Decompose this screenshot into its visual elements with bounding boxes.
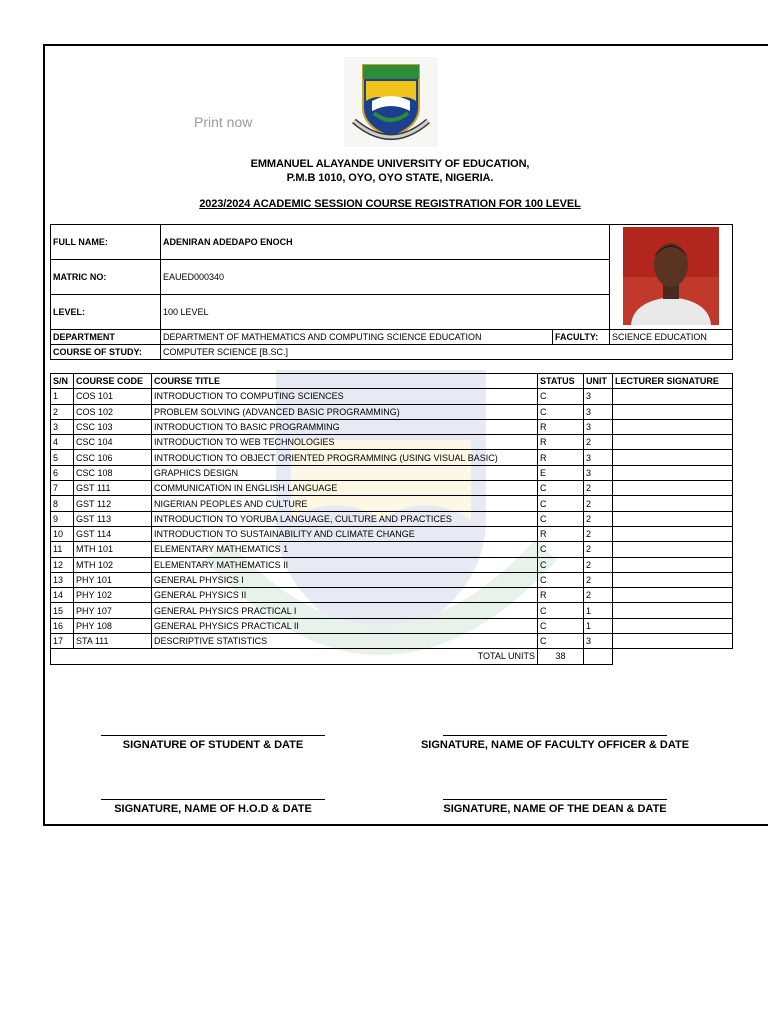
cell-sn: 14 [51, 588, 74, 603]
university-name: EMMANUEL ALAYANDE UNIVERSITY OF EDUCATION, [250, 158, 530, 170]
cell-course-code: COS 101 [74, 389, 152, 404]
cell-status: C [538, 389, 584, 404]
cell-course-title: GRAPHICS DESIGN [152, 465, 538, 480]
cell-course-title: INTRODUCTION TO YORUBA LANGUAGE, CULTURE AND PRACTICES [152, 511, 538, 526]
session-title: 2023/2024 ACADEMIC SESSION COURSE REGISTRATION FOR 100 LEVEL [199, 198, 581, 210]
cell-course-code: CSC 104 [74, 435, 152, 450]
table-row [51, 603, 733, 618]
cell-course-code: GST 114 [74, 526, 152, 541]
student-signature-label: SIGNATURE OF STUDENT & DATE [122, 739, 304, 751]
table-row [51, 572, 733, 587]
cell-sn: 17 [51, 634, 74, 649]
cell-status: C [538, 572, 584, 587]
faculty-value: SCIENCE EDUCATION [610, 330, 733, 345]
cell-unit: 3 [584, 634, 613, 649]
cell-status: C [538, 557, 584, 572]
cell-status: C [538, 542, 584, 557]
cell-course-code: GST 112 [74, 496, 152, 511]
table-row [51, 526, 733, 541]
cell-lecturer-signature [613, 542, 733, 557]
cell-course-code: CSC 106 [74, 450, 152, 465]
cell-lecturer-signature [613, 496, 733, 511]
cell-course-title: GENERAL PHYSICS II [152, 588, 538, 603]
cell-course-title: ELEMENTARY MATHEMATICS 1 [152, 542, 538, 557]
cell-course-code: PHY 102 [74, 588, 152, 603]
faculty-officer-signature-label: SIGNATURE, NAME OF FACULTY OFFICER & DATE [420, 739, 690, 751]
level-label: LEVEL: [51, 295, 161, 330]
header-unit: UNIT [584, 374, 613, 389]
cell-status: C [538, 511, 584, 526]
table-row [51, 588, 733, 603]
course-of-study-label: COURSE OF STUDY: [51, 345, 161, 360]
cell-sn: 5 [51, 450, 74, 465]
total-blank [613, 649, 733, 664]
matric-label: MATRIC NO: [51, 260, 161, 295]
table-row [51, 634, 733, 649]
cell-sn: 6 [51, 465, 74, 480]
header-lecturer-signature: LECTURER SIGNATURE [613, 374, 733, 389]
cell-lecturer-signature [613, 450, 733, 465]
cell-course-code: GST 111 [74, 481, 152, 496]
cell-course-code: CSC 108 [74, 465, 152, 480]
table-row [51, 542, 733, 557]
cell-sn: 9 [51, 511, 74, 526]
table-row [51, 435, 733, 450]
table-row [51, 389, 733, 404]
cell-unit: 3 [584, 465, 613, 480]
total-empty [584, 649, 613, 664]
dean-signature-label: SIGNATURE, NAME OF THE DEAN & DATE [443, 803, 667, 815]
hod-signature-label: SIGNATURE, NAME OF H.O.D & DATE [114, 803, 312, 815]
table-row [51, 465, 733, 480]
cell-lecturer-signature [613, 526, 733, 541]
cell-course-title: NIGERIAN PEOPLES AND CULTURE [152, 496, 538, 511]
table-row [51, 557, 733, 572]
cell-unit: 3 [584, 419, 613, 434]
cell-lecturer-signature [613, 603, 733, 618]
header-status: STATUS [538, 374, 584, 389]
total-units-label: TOTAL UNITS [51, 649, 538, 664]
matric-value: EAUED000340 [161, 260, 610, 295]
cell-lecturer-signature [613, 572, 733, 587]
cell-unit: 2 [584, 435, 613, 450]
cell-unit: 1 [584, 603, 613, 618]
cell-course-title: INTRODUCTION TO WEB TECHNOLOGIES [152, 435, 538, 450]
full-name-label: FULL NAME: [51, 225, 161, 260]
header-course-title: COURSE TITLE [152, 374, 538, 389]
faculty-label: FACULTY: [553, 330, 610, 345]
cell-status: C [538, 404, 584, 419]
cell-unit: 2 [584, 481, 613, 496]
faculty-officer-signature-line [443, 735, 667, 736]
print-now-link[interactable]: Print now [194, 114, 253, 130]
table-row [51, 496, 733, 511]
cell-course-title: INTRODUCTION TO COMPUTING SCIENCES [152, 389, 538, 404]
cell-course-code: GST 113 [74, 511, 152, 526]
cell-status: C [538, 481, 584, 496]
cell-sn: 15 [51, 603, 74, 618]
cell-sn: 13 [51, 572, 74, 587]
dean-signature-line [443, 799, 667, 800]
cell-sn: 8 [51, 496, 74, 511]
table-row [51, 511, 733, 526]
cell-unit: 2 [584, 511, 613, 526]
cell-course-code: MTH 101 [74, 542, 152, 557]
cell-course-title: ELEMENTARY MATHEMATICS II [152, 557, 538, 572]
cell-unit: 2 [584, 572, 613, 587]
cell-sn: 2 [51, 404, 74, 419]
cell-unit: 3 [584, 450, 613, 465]
cell-lecturer-signature [613, 588, 733, 603]
cell-course-title: GENERAL PHYSICS PRACTICAL I [152, 603, 538, 618]
cell-unit: 2 [584, 588, 613, 603]
university-address: P.M.B 1010, OYO, OYO STATE, NIGERIA. [286, 172, 494, 184]
cell-status: C [538, 496, 584, 511]
student-info-table [50, 224, 733, 360]
cell-sn: 16 [51, 618, 74, 633]
cell-course-code: CSC 103 [74, 419, 152, 434]
cell-status: R [538, 419, 584, 434]
header-sn: S/N [51, 374, 74, 389]
cell-sn: 11 [51, 542, 74, 557]
cell-unit: 2 [584, 557, 613, 572]
total-units-value: 38 [538, 649, 584, 664]
course-table-header [51, 374, 733, 389]
cell-lecturer-signature [613, 481, 733, 496]
table-row [51, 481, 733, 496]
cell-unit: 2 [584, 526, 613, 541]
cell-unit: 3 [584, 389, 613, 404]
cell-status: R [538, 588, 584, 603]
cell-course-title: INTRODUCTION TO SUSTAINABILITY AND CLIMATE CHANGE [152, 526, 538, 541]
cell-status: R [538, 450, 584, 465]
table-row [51, 419, 733, 434]
cell-status: C [538, 618, 584, 633]
level-value: 100 LEVEL [161, 295, 610, 330]
cell-sn: 10 [51, 526, 74, 541]
cell-lecturer-signature [613, 634, 733, 649]
department-label: DEPARTMENT [51, 330, 161, 345]
cell-course-title: DESCRIPTIVE STATISTICS [152, 634, 538, 649]
cell-course-code: PHY 101 [74, 572, 152, 587]
cell-course-code: PHY 108 [74, 618, 152, 633]
cell-unit: 3 [584, 404, 613, 419]
cell-status: R [538, 526, 584, 541]
cell-status: E [538, 465, 584, 480]
table-row [51, 618, 733, 633]
cell-course-code: COS 102 [74, 404, 152, 419]
hod-signature-line [101, 799, 325, 800]
table-row [51, 450, 733, 465]
cell-lecturer-signature [613, 389, 733, 404]
cell-course-code: PHY 107 [74, 603, 152, 618]
cell-course-title: GENERAL PHYSICS I [152, 572, 538, 587]
cell-lecturer-signature [613, 435, 733, 450]
department-value: DEPARTMENT OF MATHEMATICS AND COMPUTING SCIENCE EDUCATION [161, 330, 553, 345]
student-signature-line [101, 735, 325, 736]
university-logo [344, 57, 438, 147]
cell-course-title: INTRODUCTION TO BASIC PROGRAMMING [152, 419, 538, 434]
cell-lecturer-signature [613, 465, 733, 480]
cell-course-title: INTRODUCTION TO OBJECT ORIENTED PROGRAMMING (USING VISUAL BASIC) [152, 450, 538, 465]
student-photo-cell [610, 225, 733, 330]
header-course-code: COURSE CODE [74, 374, 152, 389]
cell-lecturer-signature [613, 404, 733, 419]
cell-course-title: PROBLEM SOLVING (ADVANCED BASIC PROGRAMMING) [152, 404, 538, 419]
cell-sn: 7 [51, 481, 74, 496]
full-name-value: ADENIRAN ADEDAPO ENOCH [161, 225, 610, 260]
cell-status: C [538, 603, 584, 618]
cell-sn: 1 [51, 389, 74, 404]
cell-sn: 4 [51, 435, 74, 450]
cell-unit: 2 [584, 542, 613, 557]
cell-status: C [538, 634, 584, 649]
cell-lecturer-signature [613, 618, 733, 633]
cell-lecturer-signature [613, 511, 733, 526]
cell-course-code: MTH 102 [74, 557, 152, 572]
cell-unit: 2 [584, 496, 613, 511]
course-table [50, 373, 733, 665]
cell-sn: 3 [51, 419, 74, 434]
student-photo [623, 227, 719, 325]
course-of-study-value: COMPUTER SCIENCE [B.SC.] [161, 345, 733, 360]
cell-unit: 1 [584, 618, 613, 633]
cell-course-title: COMMUNICATION IN ENGLISH LANGUAGE [152, 481, 538, 496]
cell-lecturer-signature [613, 419, 733, 434]
cell-status: R [538, 435, 584, 450]
table-row [51, 404, 733, 419]
cell-lecturer-signature [613, 557, 733, 572]
cell-course-title: GENERAL PHYSICS PRACTICAL II [152, 618, 538, 633]
cell-sn: 12 [51, 557, 74, 572]
total-row [51, 649, 733, 664]
cell-course-code: STA 111 [74, 634, 152, 649]
